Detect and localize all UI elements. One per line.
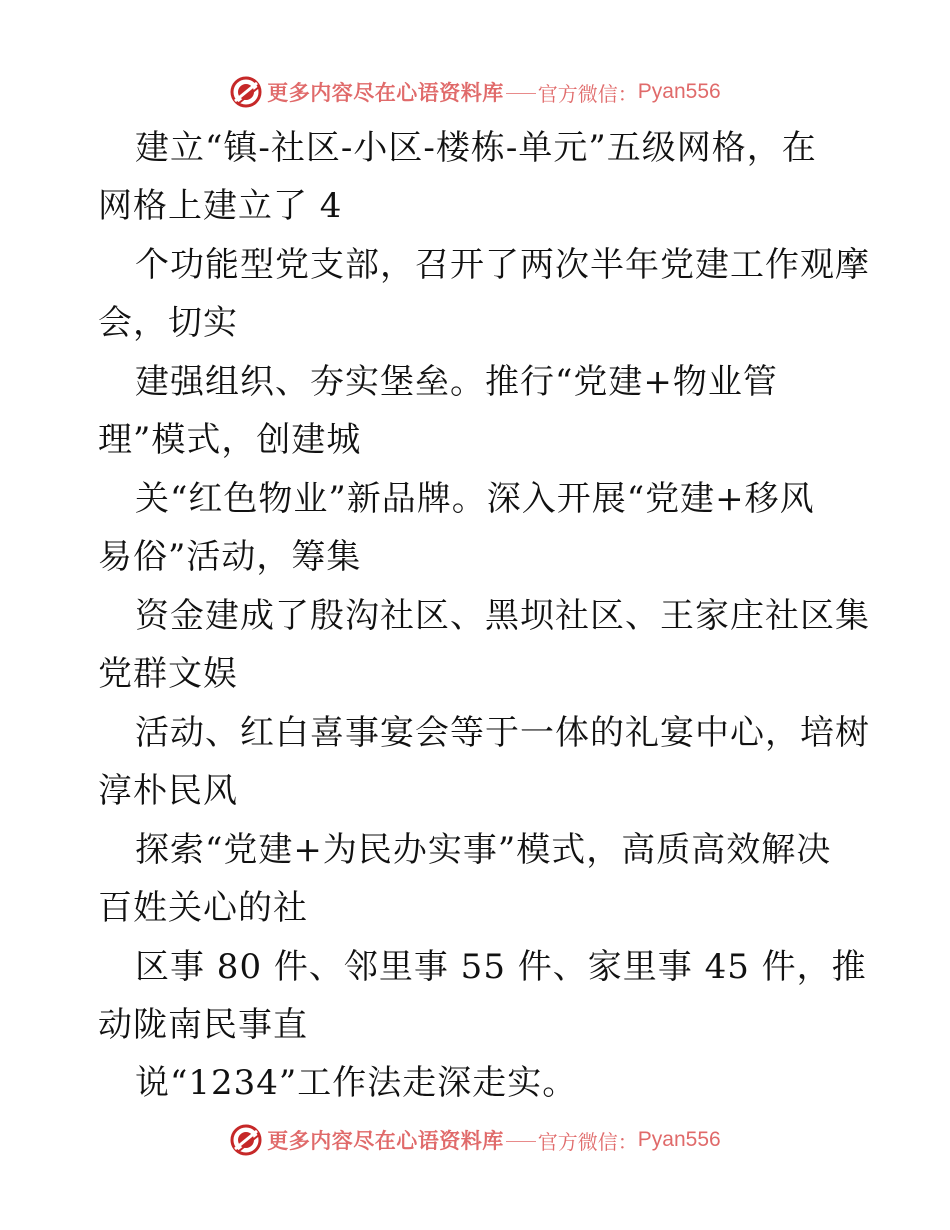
body-line: 百姓关心的社 <box>98 888 308 928</box>
banner-divider <box>506 1141 536 1142</box>
body-line: 活动、红白喜事宴会等于一体的礼宴中心，培树 <box>135 713 870 753</box>
footer-watermark-banner <box>0 1120 950 1160</box>
body-line: 资金建成了殷沟社区、黑坝社区、王家庄社区集 <box>135 596 870 636</box>
body-line: 会，切实 <box>98 303 238 343</box>
banner-text: 更多内容尽在心语资料库 <box>267 1128 504 1153</box>
body-line: 建立“镇-社区-小区-楼栋-单元”五级网格，在 <box>135 128 817 168</box>
banner-subtext: 官方微信： <box>537 1129 638 1154</box>
body-line: 区事 80 件、邻里事 55 件、家里事 45 件，推 <box>135 947 867 987</box>
banner-text: 更多内容尽在心语资料库 <box>267 80 504 105</box>
body-line: 说“1234”工作法走深走实。 <box>135 1063 578 1103</box>
banner-wechat-id: Pyan556 <box>637 1128 721 1151</box>
brand-logo-icon <box>229 1123 263 1157</box>
body-line: 党群文娱 <box>98 654 238 694</box>
brand-logo-icon <box>229 75 263 109</box>
body-line: 网格上建立了 4 <box>98 186 343 226</box>
banner-wechat-id: Pyan556 <box>637 80 721 103</box>
banner-divider <box>506 93 536 94</box>
body-line: 动陇南民事直 <box>98 1005 308 1045</box>
body-line: 理”模式，创建城 <box>98 420 362 460</box>
body-line: 淳朴民风 <box>98 771 238 811</box>
body-line: 易俗”活动，筹集 <box>98 537 362 577</box>
body-line: 建强组织、夯实堡垒。推行“党建+物业管 <box>135 362 778 402</box>
body-line: 个功能型党支部，召开了两次半年党建工作观摩 <box>135 245 870 285</box>
body-line: 关“红色物业”新品牌。深入开展“党建+移风 <box>135 479 815 519</box>
body-line: 探索“党建+为民办实事”模式，高质高效解决 <box>135 830 832 870</box>
banner-subtext: 官方微信： <box>537 81 638 106</box>
header-watermark-banner <box>0 72 950 112</box>
